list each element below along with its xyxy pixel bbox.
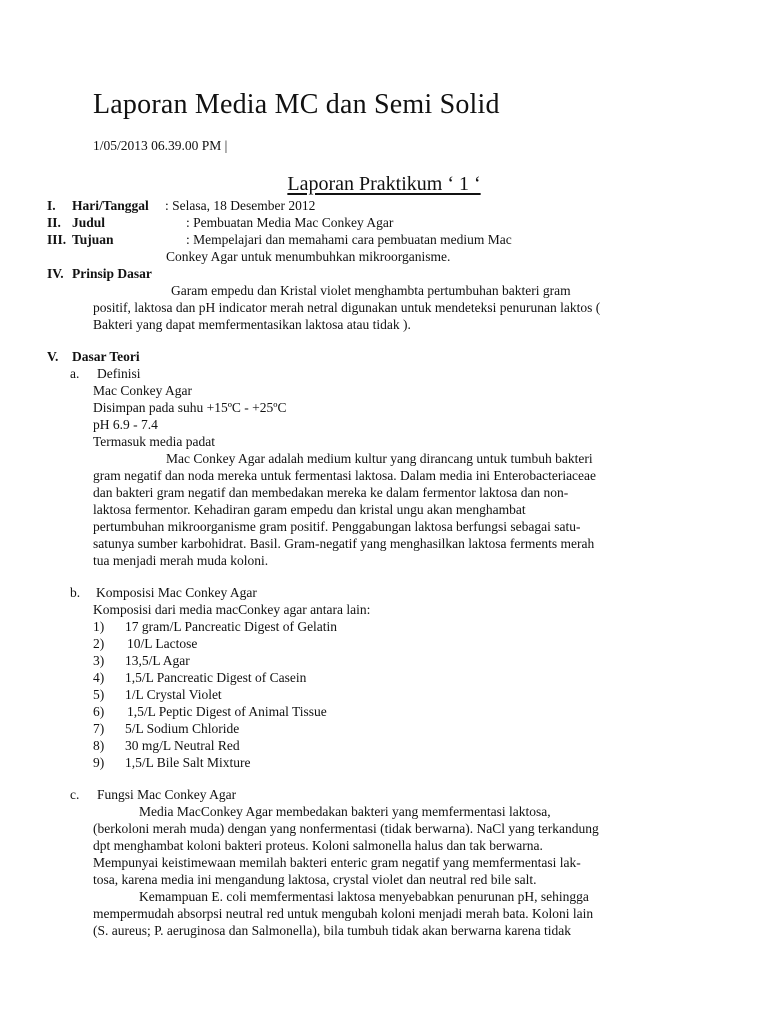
fungsi-marker: c.	[70, 787, 80, 802]
section-4-label: Prinsip Dasar	[72, 266, 152, 281]
section-5-number: V.	[47, 349, 59, 364]
komposisi-item-text: 5/L Sodium Chloride	[125, 721, 240, 736]
definisi-paragraph-line: pertumbuhan mikroorganisme gram positif. Penggabungan laktosa berfungsi sebagai satu-	[93, 519, 581, 534]
komposisi-item-text: 10/L Lactose	[127, 636, 198, 651]
komposisi-item-text: 1,5/L Pancreatic Digest of Casein	[125, 670, 307, 685]
komposisi-item-number: 3)	[93, 653, 105, 668]
section-3-value-continued: Conkey Agar untuk menumbuhkan mikroorganisme.	[166, 249, 451, 264]
definisi-paragraph-line: dan bakteri gram negatif dan membedakan mereka ke dalam fermentor laktosa dan non-	[93, 485, 569, 500]
section-4-line: Bakteri yang dapat memfermentasikan laktosa atau tidak ).	[93, 317, 411, 332]
section-3-number: III.	[47, 232, 67, 247]
definisi-line: Mac Conkey Agar	[93, 383, 192, 398]
definisi-paragraph-line: tua menjadi merah muda koloni.	[93, 553, 269, 568]
report-subtitle: Laporan Praktikum ‘ 1 ‘	[287, 173, 481, 195]
section-2-value: : Pembuatan Media Mac Conkey Agar	[186, 215, 394, 230]
section-1-label: Hari/Tanggal	[72, 198, 149, 213]
komposisi-item-number: 5)	[93, 687, 105, 702]
komposisi-item-number: 8)	[93, 738, 105, 753]
komposisi-item-number: 2)	[93, 636, 105, 651]
definisi-heading: Definisi	[97, 366, 141, 381]
section-2-label: Judul	[72, 215, 106, 230]
fungsi-line: mempermudah absorpsi neutral red untuk mengubah koloni menjadi merah bata. Koloni lain	[93, 906, 594, 921]
section-2-number: II.	[47, 215, 61, 230]
definisi-line: Disimpan pada suhu +15ºC - +25ºC	[93, 400, 287, 415]
fungsi-line: (S. aureus; P. aeruginosa dan Salmonella), bila tumbuh tidak akan berwarna karena tidak	[93, 923, 571, 938]
section-5-label: Dasar Teori	[72, 349, 140, 364]
komposisi-item-number: 1)	[93, 619, 105, 634]
fungsi-line: (berkoloni merah muda) dengan yang nonfermentasi (tidak berwarna). NaCl yang terkandung	[93, 821, 599, 836]
definisi-line: pH 6.9 - 7.4	[93, 417, 158, 432]
section-1-number: I.	[47, 198, 56, 213]
document-title: Laporan Media MC dan Semi Solid	[93, 89, 500, 120]
definisi-line: Termasuk media padat	[93, 434, 216, 449]
section-3-value: : Mempelajari dan memahami cara pembuatan medium Mac	[186, 232, 512, 247]
komposisi-item-text: 1/L Crystal Violet	[125, 687, 222, 702]
definisi-paragraph-line: Mac Conkey Agar adalah medium kultur yang dirancang untuk tumbuh bakteri	[166, 451, 593, 466]
definisi-paragraph-line: laktosa fermentor. Kehadiran garam empedu dan kristal ungu akan menghambat	[93, 502, 526, 517]
fungsi-heading: Fungsi Mac Conkey Agar	[97, 787, 237, 802]
komposisi-marker: b.	[70, 585, 81, 600]
fungsi-line: dpt menghambat koloni bakteri proteus. Koloni salmonella halus dan tak berwarna.	[93, 838, 543, 853]
fungsi-line: Kemampuan E. coli memfermentasi laktosa menyebabkan penurunan pH, sehingga	[139, 889, 589, 904]
section-4-line: Garam empedu dan Kristal violet menghambta pertumbuhan bakteri gram	[171, 283, 571, 298]
komposisi-item-number: 9)	[93, 755, 105, 770]
komposisi-item-text: 13,5/L Agar	[125, 653, 190, 668]
fungsi-line: Media MacConkey Agar membedakan bakteri yang memfermentasi laktosa,	[139, 804, 551, 819]
section-4-line: positif, laktosa dan pH indicator merah netral digunakan untuk mendeteksi penurunan laktos (	[93, 300, 601, 315]
definisi-paragraph-line: gram negatif dan noda mereka untuk fermentasi laktosa. Dalam media ini Enterobacteriaceae	[93, 468, 597, 483]
komposisi-item-text: 1,5/L Bile Salt Mixture	[125, 755, 251, 770]
definisi-paragraph-line: satunya sumber karbohidrat. Basil. Gram-negatif yang menghasilkan laktosa ferments merah	[93, 536, 595, 551]
fungsi-line: tosa, karena media ini mengandung laktosa, crystal violet dan neutral red bile salt.	[93, 872, 537, 887]
komposisi-item-text: 30 mg/L Neutral Red	[125, 738, 240, 753]
post-timestamp: 1/05/2013 06.39.00 PM |	[93, 138, 228, 153]
komposisi-item-number: 6)	[93, 704, 105, 719]
section-3-label: Tujuan	[72, 232, 114, 247]
komposisi-item-number: 7)	[93, 721, 105, 736]
komposisi-item-number: 4)	[93, 670, 105, 685]
section-4-number: IV.	[47, 266, 64, 281]
section-1-value: : Selasa, 18 Desember 2012	[165, 198, 316, 213]
fungsi-line: Mempunyai keistimewaan memilah bakteri enteric gram negatif yang memfermentasi lak-	[93, 855, 581, 870]
definisi-marker: a.	[70, 366, 80, 381]
komposisi-item-text: 17 gram/L Pancreatic Digest of Gelatin	[125, 619, 338, 634]
komposisi-heading: Komposisi Mac Conkey Agar	[96, 585, 257, 600]
komposisi-item-text: 1,5/L Peptic Digest of Animal Tissue	[127, 704, 327, 719]
komposisi-intro: Komposisi dari media macConkey agar antara lain:	[93, 602, 371, 617]
